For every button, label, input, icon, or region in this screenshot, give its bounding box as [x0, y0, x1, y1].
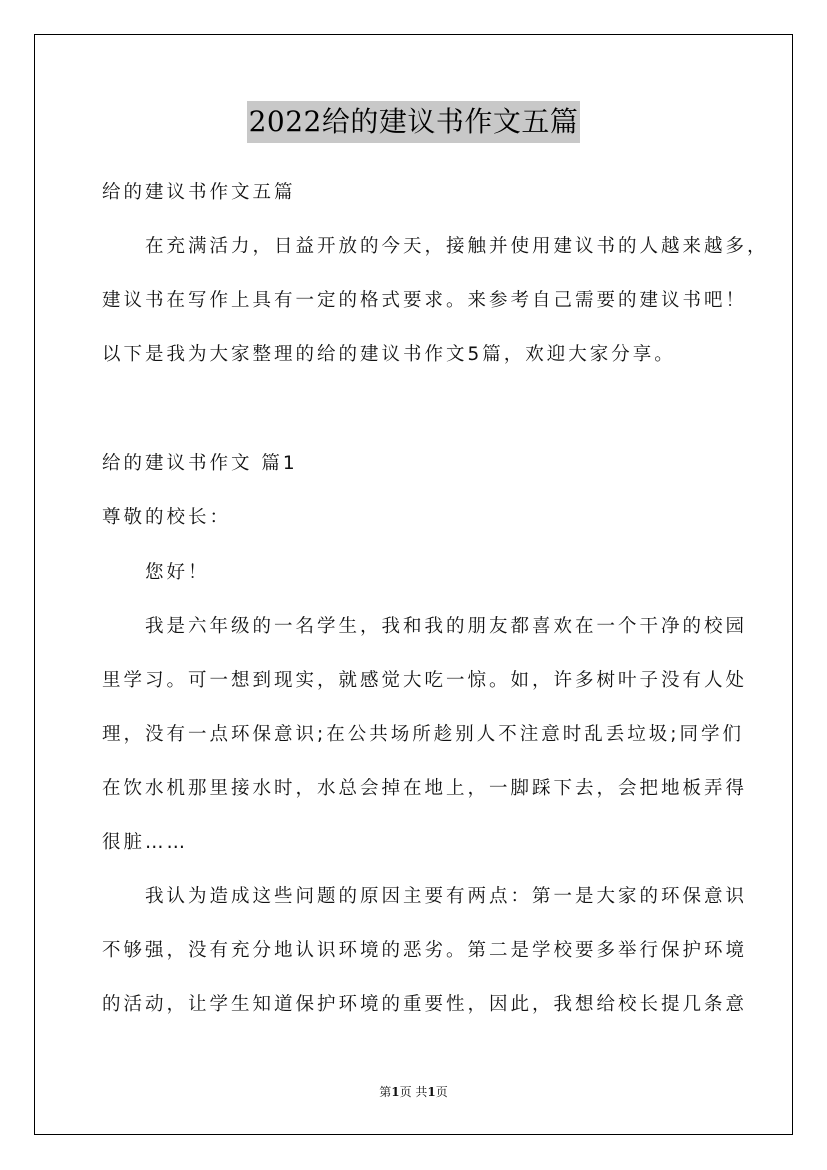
page-footer: [0, 1083, 827, 1100]
paragraph-line: 里学习。可一想到现实，就感觉大吃一惊。如，许多树叶子没有人处: [102, 670, 748, 691]
paragraph-line: 我认为造成这些问题的原因主要有两点：第一是大家的环保意识: [145, 886, 748, 907]
paragraph-line: 以下是我为大家整理的给的建议书作文5篇，欢迎大家分享。: [102, 344, 676, 365]
paragraph-line: 不够强，没有充分地认识环境的恶劣。第二是学校要多举行保护环境: [102, 940, 748, 961]
document-title: 2022给的建议书作文五篇: [247, 101, 581, 143]
title-container: [0, 101, 827, 143]
subtitle-line: 给的建议书作文五篇: [102, 182, 296, 203]
salutation: 尊敬的校长：: [102, 507, 232, 528]
paragraph-line: 在充满活力，日益开放的今天，接触并使用建议书的人越来越多，: [145, 236, 769, 257]
paragraph-line: 我是六年级的一名学生，我和我的朋友都喜欢在一个干净的校园: [145, 616, 748, 637]
paragraph-line: 的活动，让学生知道保护环境的重要性，因此，我想给校长提几条意: [102, 994, 748, 1015]
footer-page-current: 1: [391, 1085, 400, 1099]
paragraph-line: 在饮水机那里接水时，水总会掉在地上，一脚踩下去，会把地板弄得: [102, 778, 748, 799]
paragraph-line: 建议书在写作上具有一定的格式要求。来参考自己需要的建议书吧！: [102, 290, 748, 311]
footer-mid: 页 共: [399, 1085, 428, 1099]
paragraph-line: 很脏……: [102, 832, 189, 853]
footer-prefix: 第: [379, 1085, 392, 1099]
section-heading: 给的建议书作文 篇1: [102, 453, 298, 474]
footer-suffix: 页: [435, 1085, 448, 1099]
footer-page-total: 1: [427, 1085, 436, 1099]
greeting: 您好！: [145, 562, 210, 583]
paragraph-line: 理，没有一点环保意识;在公共场所趁别人不注意时乱丢垃圾;同学们: [102, 724, 744, 745]
